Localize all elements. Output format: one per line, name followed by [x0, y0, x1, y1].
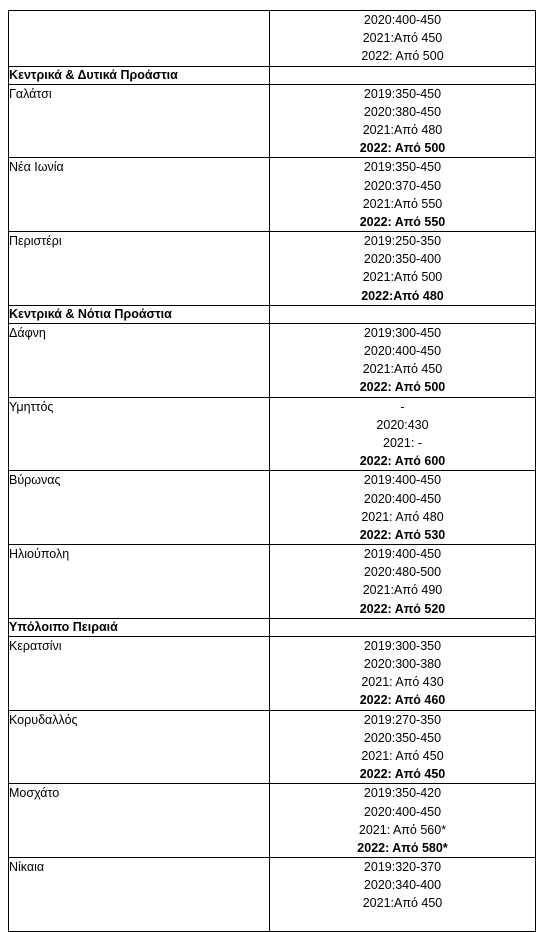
price-line-2022: 2022: Από 500	[359, 141, 446, 156]
price-line-2022: 2022: Από 450	[359, 767, 446, 782]
price-line: 2020:350-400	[363, 252, 442, 267]
price-history-cell	[270, 397, 536, 471]
price-line: 2020:400-450	[363, 804, 442, 819]
area-name-cell: Δάφνη	[9, 323, 270, 397]
price-line-2022: 2022:Από 480	[361, 288, 444, 303]
rent-price-table	[8, 10, 536, 932]
section-empty-cell	[270, 305, 536, 323]
price-history-cell	[270, 636, 536, 710]
price-history-cell	[270, 545, 536, 619]
area-name-cell: Βύρωνας	[9, 471, 270, 545]
price-line-2022: 2022: Από 600	[359, 454, 446, 469]
table-row	[9, 11, 536, 67]
area-name-cell	[9, 11, 270, 67]
area-name-cell: Υμηττός	[9, 397, 270, 471]
price-line-2022: 2022: Από 580*	[357, 840, 448, 855]
area-name-cell: Κορυδαλλός	[9, 710, 270, 784]
table-row	[9, 858, 536, 932]
price-line: 2021:Από 550	[362, 196, 443, 211]
price-line: 2021: Από 430	[361, 675, 444, 690]
area-name-cell: Νέα Ιωνία	[9, 158, 270, 232]
price-line-2022: 2022: Από 520	[359, 601, 446, 616]
price-line: 2021:Από 450	[362, 362, 443, 377]
price-line: 2021:Από 450	[362, 31, 443, 46]
price-line: 2020:300-380	[363, 657, 442, 671]
price-line: -	[400, 399, 405, 414]
price-line: 2021: Από 560*	[358, 822, 447, 837]
price-history-cell	[270, 232, 536, 306]
area-name-cell: Κερατσίνι	[9, 636, 270, 710]
price-line: 2020:480-500	[363, 565, 442, 580]
table-row	[9, 84, 536, 158]
price-line: 2019:320-370	[363, 860, 442, 875]
section-header-row	[9, 618, 536, 636]
area-name-cell: Περιστέρι	[9, 232, 270, 306]
section-title: Κεντρικά & Δυτικά Προάστια	[9, 66, 270, 84]
price-line: 2019:400-450	[363, 547, 442, 562]
table-row	[9, 471, 536, 545]
price-line: 2021:Από 450	[362, 896, 443, 911]
price-history-cell	[270, 710, 536, 784]
price-history-cell	[270, 471, 536, 545]
price-line: 2020:370-450	[363, 178, 442, 193]
price-line: 2019:270-350	[363, 712, 442, 727]
price-line: 2020:400-450	[363, 344, 442, 358]
price-history-cell	[270, 84, 536, 158]
section-empty-cell	[270, 66, 536, 84]
price-line: 2019:350-450	[363, 86, 442, 101]
price-line-2022: 2022: Από 550	[359, 214, 446, 229]
section-title: Υπόλοιπο Πειραιά	[9, 618, 270, 636]
price-line-2022: 2022: Από 460	[359, 693, 446, 708]
section-empty-cell	[270, 618, 536, 636]
price-line: 2021: -	[383, 435, 422, 450]
price-line: 2019:300-450	[363, 325, 442, 340]
area-name-cell: Νίκαια	[9, 858, 270, 932]
section-header-row	[9, 66, 536, 84]
table-row	[9, 397, 536, 471]
area-name-cell: Μοσχάτο	[9, 784, 270, 858]
area-name-cell: Γαλάτσι	[9, 84, 270, 158]
price-line: 2019:250-350	[363, 234, 442, 249]
price-line: 2019:300-350	[363, 638, 442, 653]
price-line: 2020:340-400	[363, 878, 442, 893]
price-line: 2019:350-420	[363, 786, 442, 801]
price-line: 2019:400-450	[363, 473, 442, 488]
rent-table-body	[9, 11, 536, 932]
price-history-cell	[270, 158, 536, 232]
price-history-cell	[270, 858, 536, 932]
price-line: 2019:350-450	[363, 160, 442, 175]
price-history-cell	[270, 784, 536, 858]
section-title: Κεντρικά & Νότια Προάστια	[9, 305, 270, 323]
table-row	[9, 784, 536, 858]
price-line: 2021:Από 480	[362, 122, 443, 137]
price-line: 2020:400-450	[363, 491, 442, 506]
table-row	[9, 232, 536, 306]
price-line: 2021:Από 490	[362, 583, 443, 598]
price-line: 2021:Από 500	[362, 270, 443, 285]
table-row	[9, 545, 536, 619]
price-line-2022	[270, 913, 535, 931]
table-row	[9, 636, 536, 710]
price-line: 2022: Από 500	[361, 49, 444, 64]
price-line: 2020:350-450	[363, 730, 442, 745]
section-header-row	[9, 305, 536, 323]
price-history-cell	[270, 323, 536, 397]
price-line: 2021: Από 480	[361, 509, 444, 524]
table-row	[9, 710, 536, 784]
price-line: 2020:430	[376, 417, 429, 432]
price-line: 2020:400-450	[363, 13, 442, 27]
price-history-cell	[270, 11, 536, 67]
price-line-2022: 2022: Από 530	[359, 527, 446, 542]
table-row	[9, 323, 536, 397]
price-line-2022: 2022: Από 500	[359, 380, 446, 395]
price-line: 2020:380-450	[363, 104, 442, 119]
area-name-cell: Ηλιούπολη	[9, 545, 270, 619]
price-line: 2021: Από 450	[361, 748, 444, 763]
table-row	[9, 158, 536, 232]
